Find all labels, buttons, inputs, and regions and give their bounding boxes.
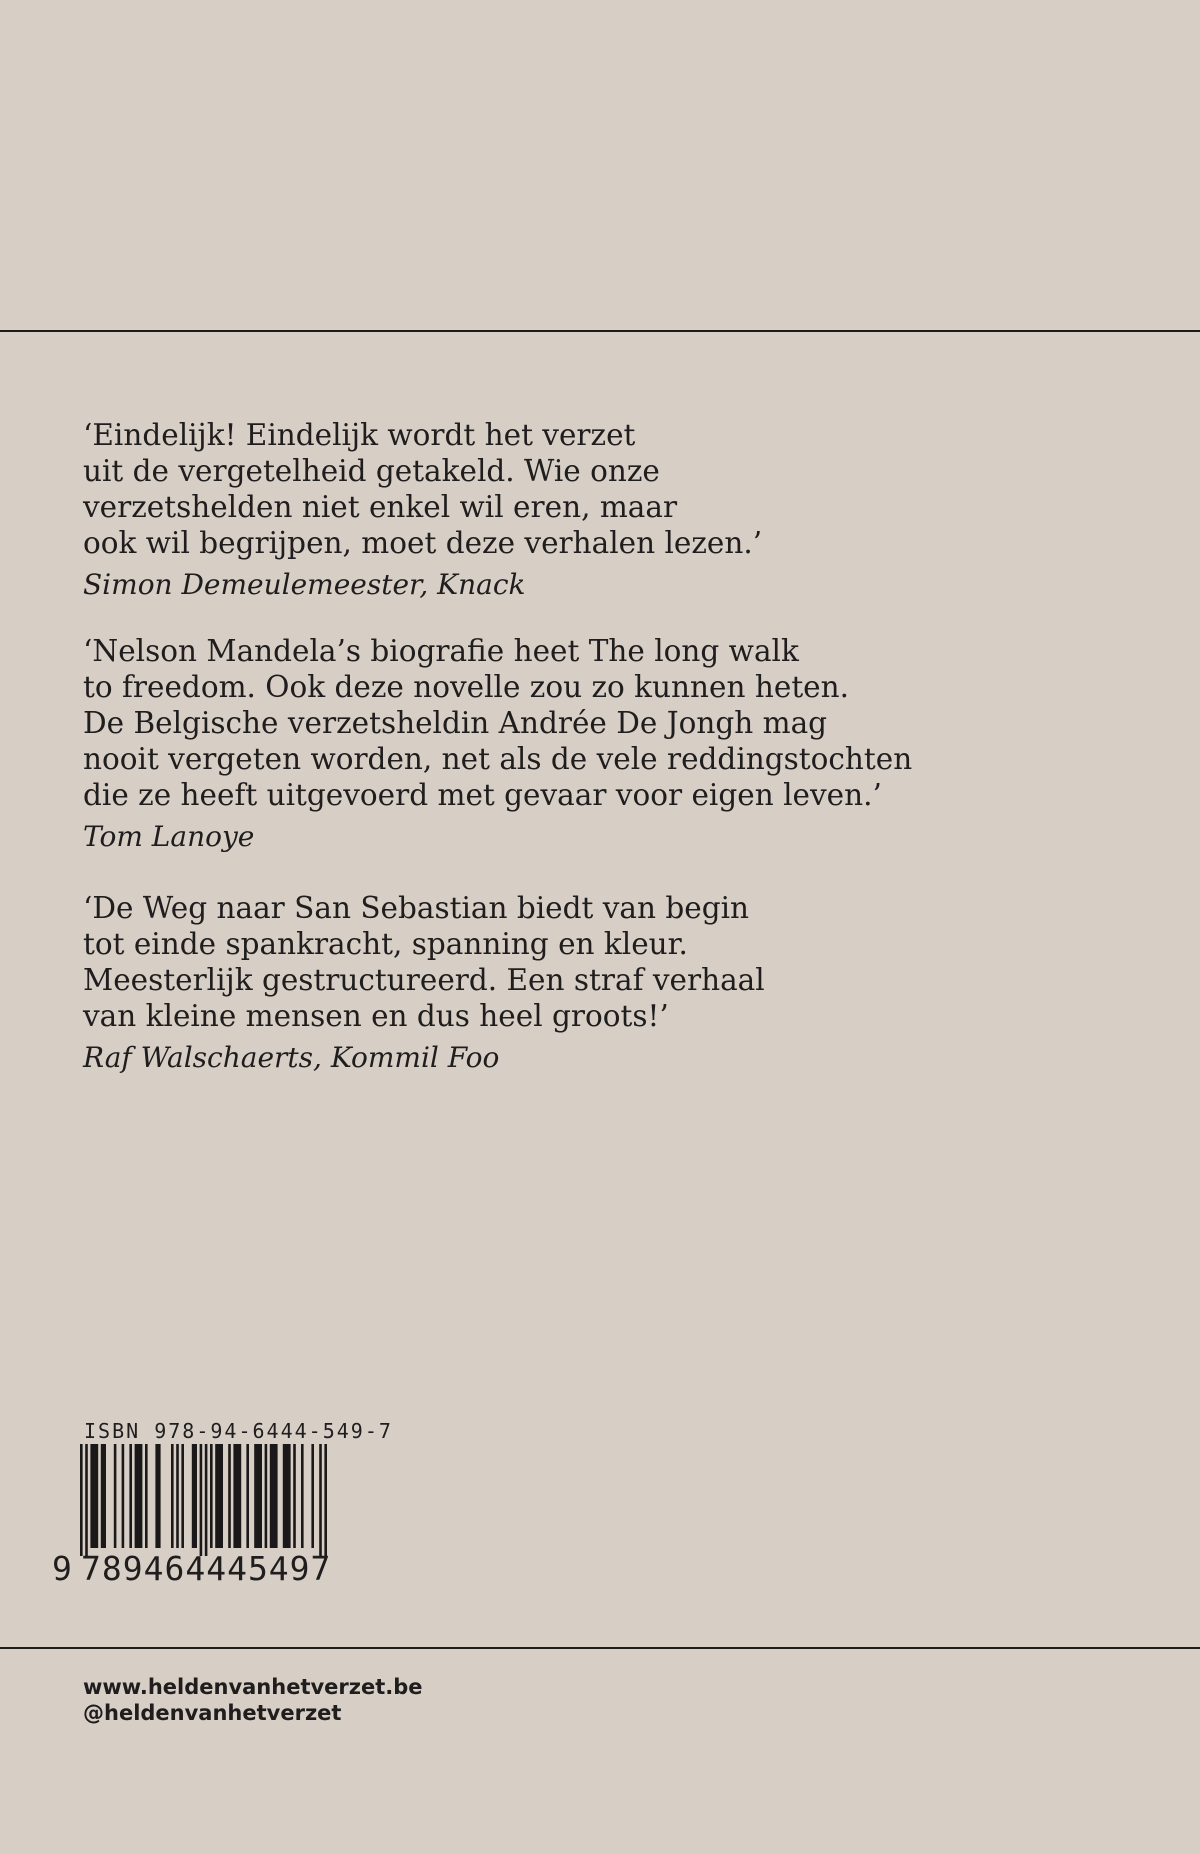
- ean-first-digit: 9: [52, 1549, 73, 1588]
- barcode-bar: [114, 1444, 117, 1548]
- top-divider: [0, 330, 1200, 332]
- barcode-bar: [171, 1444, 174, 1548]
- barcode-bar: [145, 1444, 148, 1548]
- barcode-bar: [200, 1444, 203, 1556]
- barcode-bar: [85, 1444, 88, 1556]
- barcode-bar: [80, 1444, 83, 1556]
- barcode-bar: [311, 1444, 314, 1548]
- quote-simon-demeulemeester: [83, 417, 983, 603]
- quote-line: die ze heeft uitgevoerd met gevaar voor eigen leven.’: [83, 778, 882, 812]
- ean-digit-groups: 789464445497: [81, 1549, 332, 1588]
- barcode-bar: [265, 1444, 268, 1548]
- barcode-bar: [129, 1444, 132, 1548]
- quote-line: De Belgische verzetsheldin Andrée De Jongh mag: [83, 706, 828, 740]
- barcode-bar: [101, 1444, 106, 1548]
- barcode-bar: [319, 1444, 322, 1556]
- barcode-bar: [215, 1444, 223, 1548]
- quote-line: ‘Eindelijk! Eindelijk wordt het verzet: [83, 418, 636, 452]
- quote-tom-lanoye: [83, 633, 983, 855]
- quote-attribution: Raf Walschaerts, Kommil Foo: [83, 1041, 500, 1074]
- barcode-bar: [210, 1444, 213, 1548]
- quote-line: ‘Nelson Mandela’s biografie heet The long walk: [83, 634, 799, 668]
- quote-line: ook wil begrijpen, moet deze verhalen lezen.’: [83, 526, 763, 560]
- quote-line: tot einde spankracht, spanning en kleur.: [83, 927, 688, 961]
- barcode-bar: [192, 1444, 197, 1548]
- barcode-bar: [176, 1444, 179, 1548]
- barcode-bar: [205, 1444, 208, 1556]
- quote-line: to freedom. Ook deze novelle zou zo kunnen heten.: [83, 670, 850, 704]
- barcode-bar: [283, 1444, 291, 1548]
- barcode-bar: [122, 1444, 125, 1548]
- website-link[interactable]: www.heldenvanhetverzet.be: [83, 1675, 423, 1699]
- quote-line: ‘De Weg naar San Sebastian biedt van begin: [83, 891, 750, 925]
- barcode-bar: [233, 1444, 241, 1548]
- isbn-barcode: [52, 1420, 392, 1600]
- quote-line: Meesterlijk gestructureerd. Een straf verhaal: [83, 963, 765, 997]
- social-handle: @heldenvanhetverzet: [83, 1701, 342, 1725]
- barcode-bar: [246, 1444, 249, 1548]
- barcode-bar: [228, 1444, 231, 1548]
- quote-line: verzetshelden niet enkel wil eren, maar: [83, 490, 678, 524]
- quote-attribution: Simon Demeulemeester, Knack: [83, 568, 526, 601]
- barcode-bar: [135, 1444, 143, 1548]
- isbn-label: ISBN 978-94-6444-549-7: [84, 1419, 393, 1443]
- barcode-bar: [301, 1444, 304, 1548]
- barcode-bar: [181, 1444, 184, 1548]
- quote-line: uit de vergetelheid getakeld. Wie onze: [83, 454, 660, 488]
- barcode-bar: [254, 1444, 262, 1548]
- barcode-bar: [324, 1444, 327, 1556]
- barcode-bar: [270, 1444, 278, 1548]
- bottom-divider: [0, 1647, 1200, 1649]
- quote-raf-walschaerts: [83, 890, 983, 1076]
- quote-line: nooit vergeten worden, net als de vele reddingstochten: [83, 742, 913, 776]
- barcode-bars: [52, 1444, 392, 1556]
- barcode-bar: [293, 1444, 296, 1548]
- barcode-bar: [155, 1444, 160, 1548]
- quote-line: van kleine mensen en dus heel groots!’: [83, 999, 669, 1033]
- quote-attribution: Tom Lanoye: [83, 820, 255, 853]
- barcode-bar: [90, 1444, 98, 1548]
